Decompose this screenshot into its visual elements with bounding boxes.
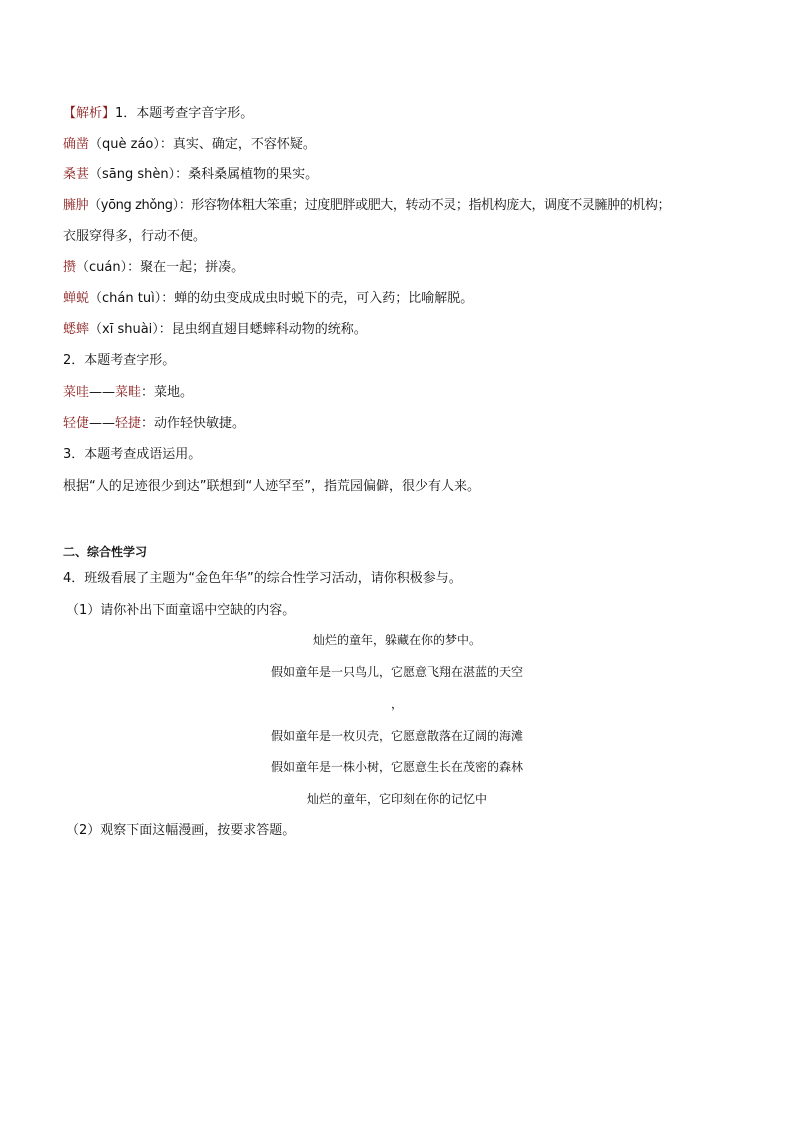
correction-line — [63, 416, 245, 432]
entry-continuation-line — [63, 229, 206, 245]
wrong-word: 菜哇 — [63, 385, 90, 400]
q2-intro: 2．本题考查字形。 — [63, 353, 176, 368]
poem-line: 假如童年是一枚贝壳，它愿意散落在辽阔的海滩 — [270, 729, 523, 743]
entry-def: ：昆虫纲直翅目蟋蟀科动物的统称。 — [158, 322, 367, 337]
entry-def: ：蝉的幼虫变成成虫时蜕下的壳，可入药；比喻解脱。 — [161, 291, 474, 306]
entry-pinyin: （xī shuài） — [89, 322, 159, 337]
q3-text-line — [63, 479, 480, 495]
entry-pinyin: （cuán） — [76, 260, 128, 275]
q2-intro-line — [63, 353, 175, 369]
section-heading: 二、综合性学习 — [63, 545, 148, 559]
entry-word: 确凿 — [63, 137, 90, 152]
entry-def: ：形容物体粗大笨重；过度肥胖或肥大，转动不灵；指机构庞大，调度不灵臃肿的机构； — [178, 198, 671, 213]
q3-text: 根据“人的足迹很少到达”联想到“人迹罕至”，指荒园偏僻，很少有人来。 — [63, 479, 480, 494]
wrong-word: 轻倢 — [63, 416, 90, 431]
q4-2-text: （2）观察下面这幅漫画，按要求答题。 — [66, 823, 296, 838]
entry-line — [63, 260, 244, 276]
q3-intro: 3．本题考查成语运用。 — [63, 447, 202, 462]
poem-line: 灿烂的童年，躲藏在你的梦中。 — [312, 633, 481, 647]
entry-word: 蟋蟀 — [63, 322, 90, 337]
dash: —— — [89, 385, 116, 400]
entry-def: ：聚在一起；拼凑。 — [127, 260, 245, 275]
q3-intro-line — [63, 447, 201, 463]
entry-word: 蝉蜕 — [63, 291, 90, 306]
poem-line: ， — [390, 697, 403, 711]
entry-pinyin: （chán tuì） — [89, 291, 162, 306]
entry-def-continued: 衣服穿得多，行动不便。 — [63, 229, 207, 244]
entry-line — [63, 322, 367, 338]
q4-text: 4．班级看展了主题为“金色年华”的综合性学习活动，请你积极参与。 — [63, 571, 462, 586]
poem-line: 假如童年是一只鸟儿，它愿意飞翔在湛蓝的天空 — [270, 665, 523, 679]
correction-def: ：动作轻快敏捷。 — [141, 416, 246, 431]
entry-word: 攒 — [63, 260, 77, 275]
correction-def: ：菜地。 — [141, 385, 194, 400]
entry-line — [63, 291, 473, 307]
q4-1-text: （1）请你补出下面童谣中空缺的内容。 — [66, 603, 296, 618]
analysis-q1-intro-line — [63, 106, 253, 122]
poem-line: 灿烂的童年，它印刻在你的记忆中 — [306, 792, 487, 806]
q1-intro: 1．本题考查字音字形。 — [115, 106, 254, 121]
poem-line: 假如童年是一株小树，它愿意生长在茂密的森林 — [270, 760, 523, 774]
dash: —— — [89, 416, 116, 431]
entry-line — [63, 137, 316, 153]
right-word: 轻捷 — [115, 416, 142, 431]
entry-word: 桑葚 — [63, 167, 90, 182]
entry-def: ：真实、确定，不容怀疑。 — [159, 137, 316, 152]
entry-pinyin: （yōng zhǒng） — [88, 198, 179, 213]
analysis-label: 【解析】 — [63, 106, 116, 121]
entry-line — [63, 167, 318, 183]
correction-line — [63, 385, 193, 401]
entry-word: 臃肿 — [63, 198, 89, 213]
entry-pinyin: （què záo） — [89, 137, 160, 152]
entry-def: ：桑科桑属植物的果实。 — [175, 167, 319, 182]
entry-line — [63, 198, 670, 214]
entry-pinyin: （sāng shèn） — [89, 167, 176, 182]
right-word: 菜畦 — [115, 385, 142, 400]
